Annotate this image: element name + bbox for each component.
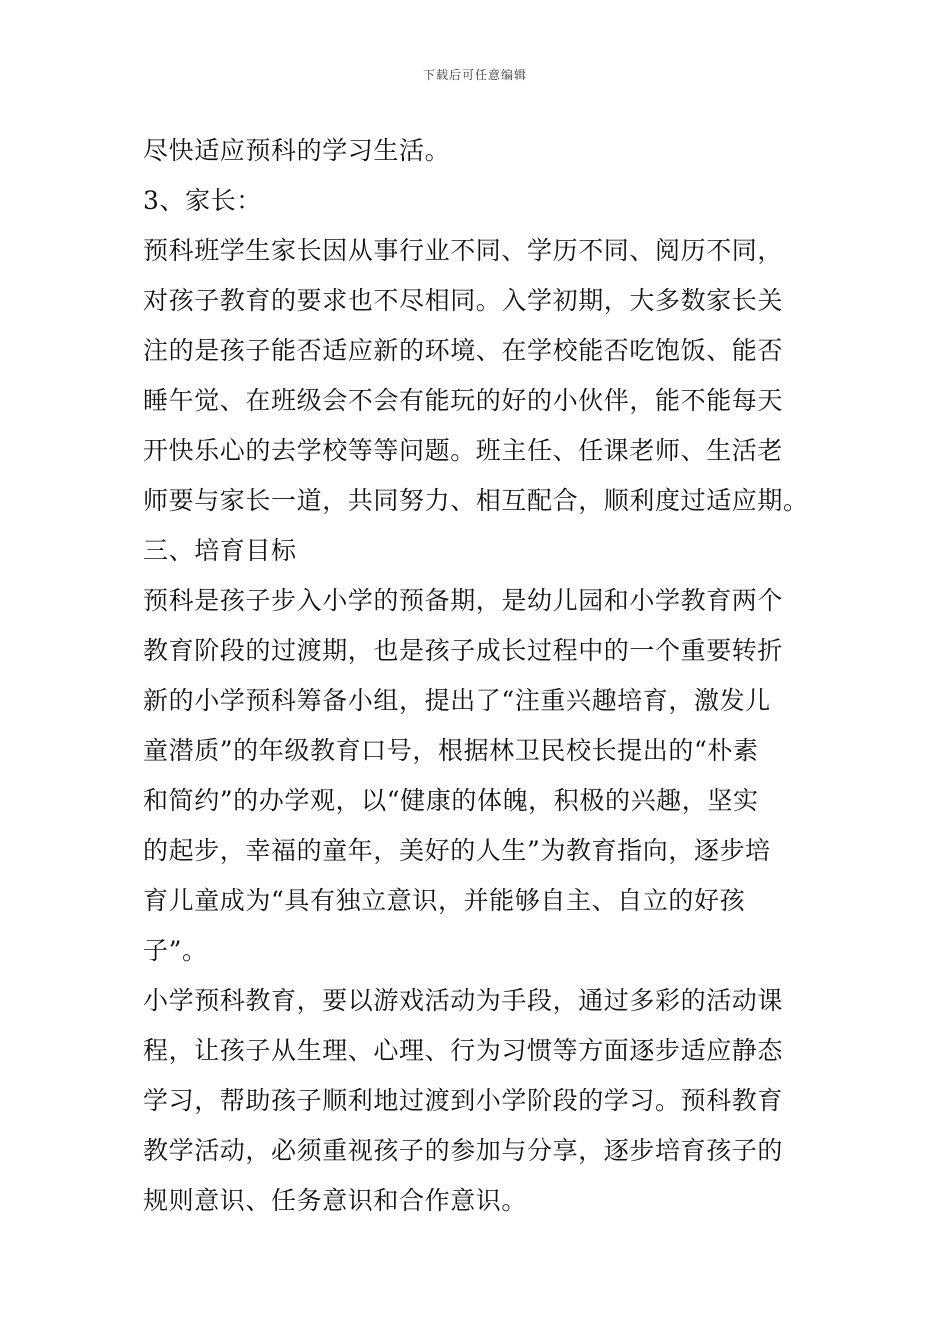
- text-line: 程，让孩子从生理、心理、行为习惯等方面逐步适应静态: [143, 1036, 784, 1065]
- text-line: 小学预科教育，要以游戏活动为手段，通过多彩的活动课: [143, 986, 784, 1015]
- text-line: 对孩子教育的要求也不尽相同。入学初期，大多数家长关: [143, 286, 784, 315]
- text-line: 学习，帮助孩子顺利地过渡到小学阶段的学习。预科教育: [143, 1086, 784, 1115]
- text-line: 预科班学生家长因从事行业不同、学历不同、阅历不同，: [143, 236, 784, 265]
- text-line: 尽快适应预科的学习生活。: [143, 136, 451, 165]
- text-line: 童潜质”的年级教育口号，根据林卫民校长提出的“朴素: [143, 736, 759, 765]
- text-line: 教学活动，必须重视孩子的参加与分享，逐步培育孩子的: [143, 1136, 784, 1165]
- text-line: 师要与家长一道，共同努力、相互配合，顺利度过适应期。: [143, 486, 809, 515]
- text-line: 育儿童成为“具有独立意识，并能够自主、自立的好孩: [143, 886, 746, 915]
- section-heading-parents: 3、家长：: [143, 186, 262, 215]
- document-body: [143, 126, 813, 1226]
- text-line: 规则意识、任务意识和合作意识。: [143, 1186, 528, 1215]
- text-line: 的起步，幸福的童年，美好的人生”为教育指向，逐步培: [143, 836, 771, 865]
- text-line: 注的是孩子能否适应新的环境、在学校能否吃饱饭、能否: [143, 336, 784, 365]
- text-line: 预科是孩子步入小学的预备期，是幼儿园和小学教育两个: [143, 586, 784, 615]
- page-header: 下载后可任意编辑: [422, 68, 527, 82]
- text-line: 开快乐心的去学校等等问题。班主任、任课老师、生活老: [143, 436, 784, 465]
- text-line: 睡午觉、在班级会不会有能玩的好的小伙伴，能不能每天: [143, 386, 784, 415]
- text-line: 教育阶段的过渡期，也是孩子成长过程中的一个重要转折: [143, 636, 784, 665]
- text-line: 子”。: [143, 936, 208, 965]
- text-line: 新的小学预科筹备小组，提出了“注重兴趣培育，激发儿: [143, 686, 771, 715]
- text-line: 和简约”的办学观，以“健康的体魄，积极的兴趣，坚实: [143, 786, 759, 815]
- section-heading-goals: 三、培育目标: [143, 536, 297, 565]
